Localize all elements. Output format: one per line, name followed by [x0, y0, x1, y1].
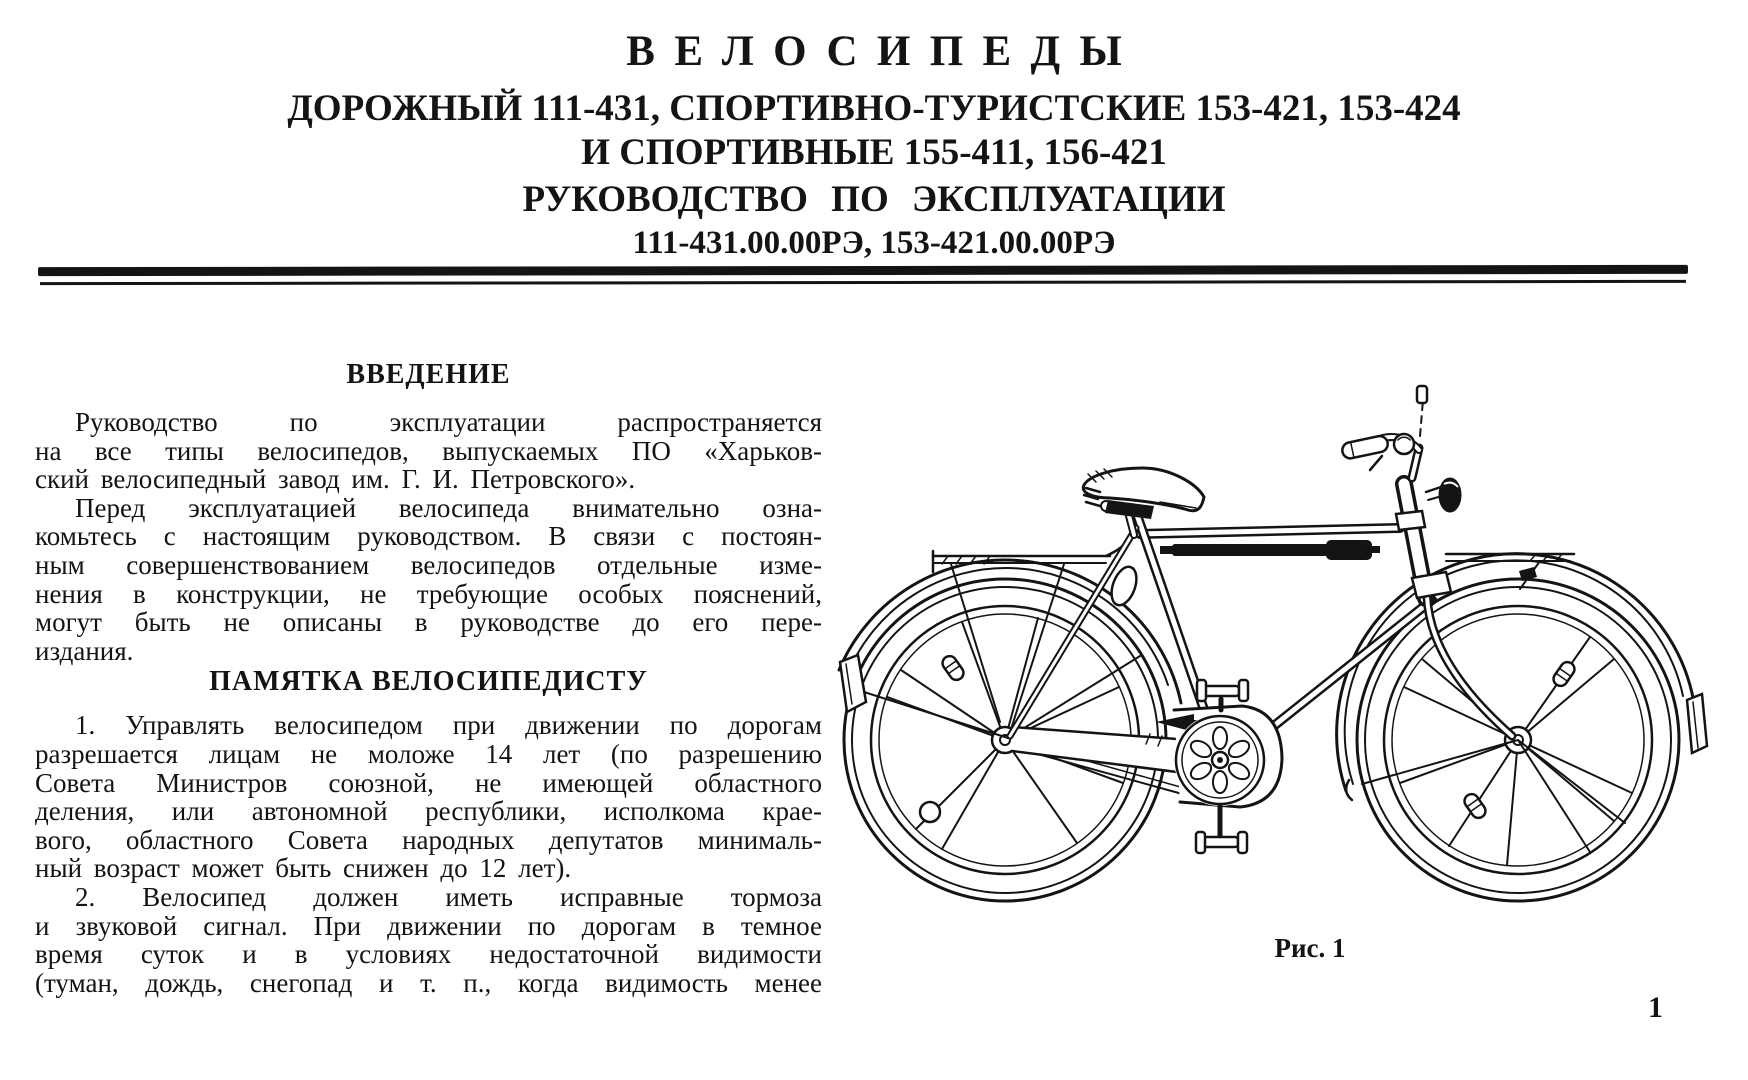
title-block	[0, 28, 1748, 263]
text-line: на все типы велосипедов, выпускаемых ПО «Харьков-	[35, 435, 822, 466]
text-line: ным совершенствованием велосипедов отдельные изме-	[35, 549, 822, 580]
tire-pump	[1160, 540, 1380, 560]
divider-rule-thick	[38, 265, 1688, 276]
front-reflector	[1551, 659, 1577, 688]
text-line: время суток и в условиях недостаточной видимости	[35, 939, 822, 970]
doc-title: ВЕЛОСИПЕДЫ	[626, 28, 1142, 75]
text-line: комьтесь с настоящим руководством. В связи с постоян-	[35, 521, 822, 552]
models-line-2: И СПОРТИВНЫЕ 155-411, 156-421	[581, 132, 1167, 173]
text-line: нения в конструкции, не требующие особых пояснений,	[35, 578, 822, 609]
text-line: издания.	[35, 635, 134, 666]
text-line: Перед эксплуатацией велосипеда внимательно озна-	[75, 492, 822, 523]
fork-crown	[1412, 572, 1451, 598]
figure-caption: Рис. 1	[1274, 933, 1346, 963]
divider-rule-thin	[40, 280, 1686, 285]
brake-rod	[1420, 400, 1423, 436]
text-line: и звуковой сигнал. При движении по дорогам в темное	[35, 910, 822, 941]
section-heading-introduction: ВВЕДЕНИЕ	[346, 359, 511, 390]
doc-codes: 111-431.00.00РЭ, 153-421.00.00РЭ	[632, 225, 1116, 261]
doc-subtitle: РУКОВОДСТВО ПО ЭКСПЛУАТАЦИИ	[522, 179, 1226, 220]
text-line: могут быть не описаны в руководстве до его пере-	[35, 607, 822, 638]
brake-lever	[1370, 456, 1382, 470]
text-line: (туман, дождь, снегопад и т. п., когда видимость менее	[35, 967, 822, 998]
front-fender	[1337, 554, 1707, 852]
text-line: деления, или автономной республики, исполкома крае-	[35, 796, 822, 827]
pedal-bottom	[1202, 837, 1238, 847]
figure-1	[788, 338, 1712, 926]
saddle	[1083, 468, 1204, 519]
front-dynamo	[1462, 791, 1488, 820]
text-line: разрешается лицам не моложе 14 лет (по разрешению	[35, 738, 822, 769]
section-heading-memo: ПАМЯТКА ВЕЛОСИПЕДИСТУ	[209, 666, 648, 698]
text-line: 2. Велосипед должен иметь исправные тормоза	[75, 881, 822, 912]
chainring-assembly	[1156, 680, 1282, 853]
text-line: Совета Министров союзной, не имеющей областного	[35, 767, 822, 798]
text-line: ский велосипедный завод им. Г. И. Петровского».	[35, 464, 636, 495]
text-line: ный возраст может быть снижен до 12 лет).	[35, 853, 572, 884]
head-lug	[1396, 511, 1425, 530]
spoke-reflector	[920, 802, 940, 822]
bicycle-illustration	[788, 338, 1712, 926]
pedal-top	[1203, 686, 1239, 696]
models-line-1: ДОРОЖНЫЙ 111-431, СПОРТИВНО-ТУРИСТСКИЕ 153-421, 153-424	[287, 88, 1461, 129]
text-line: Руководство по эксплуатации распространяется	[75, 407, 822, 437]
page-number: 1	[1648, 991, 1663, 1024]
text-line: 1. Управлять велосипедом при движении по дорогам	[75, 710, 822, 741]
text-line: вого, областного Совета народных депутатов минималь-	[35, 824, 822, 855]
rear-dynamo	[940, 653, 966, 682]
text-column	[35, 352, 822, 997]
